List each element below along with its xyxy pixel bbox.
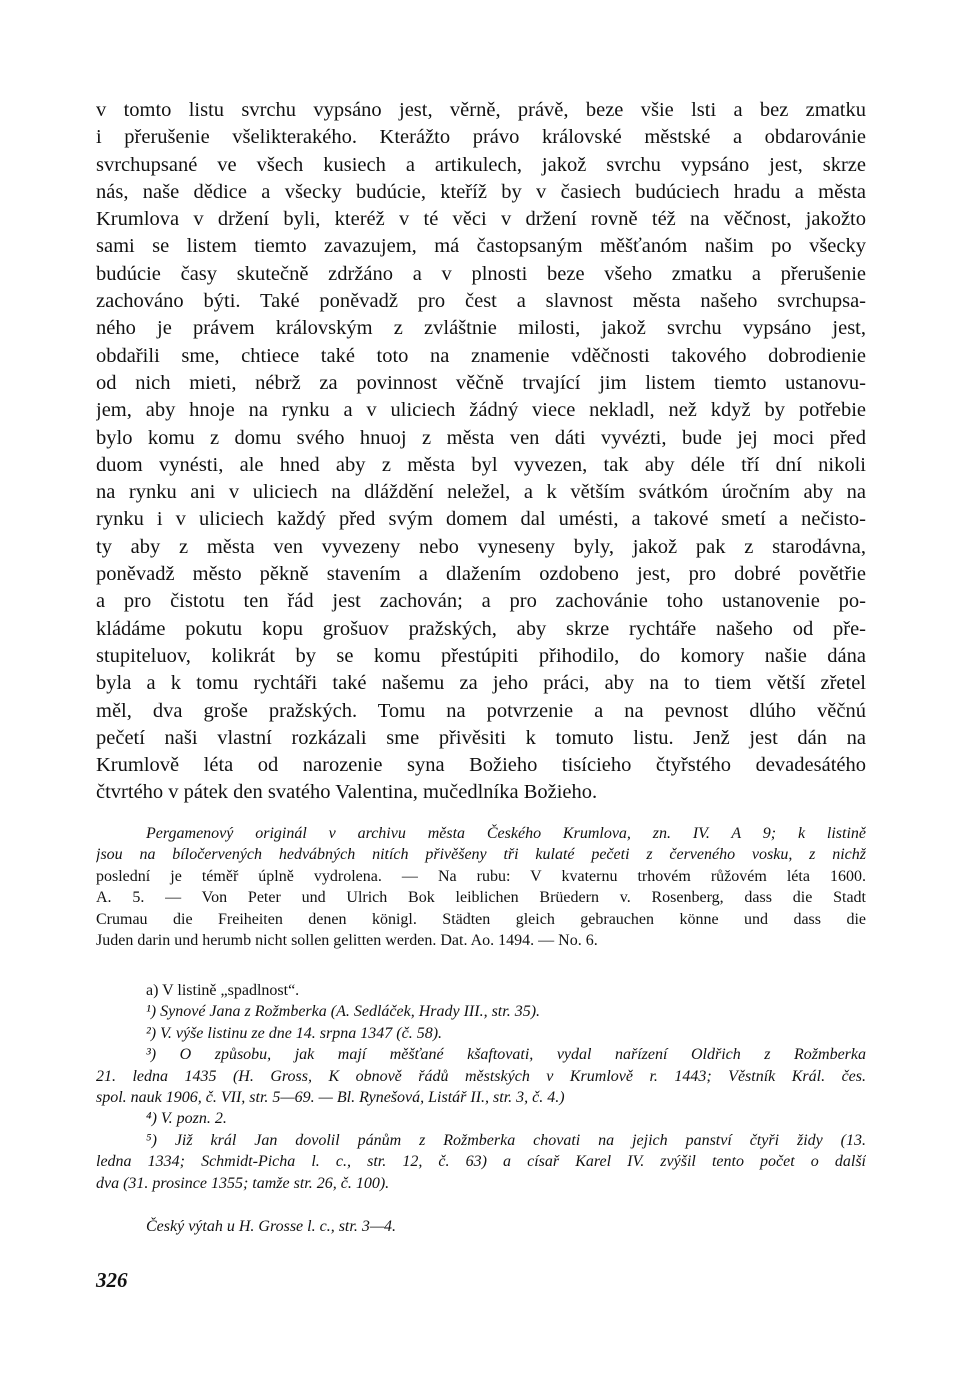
text-line: budúcie časy skutečně zdržáno a v plnosti beze všeho zmatku a přerušenie	[96, 262, 866, 285]
note-line: poslední je téměř úplně vydrolena. — Na rubu: V kvaternu trhovém růžovém léta 1600.	[96, 867, 866, 885]
text-line: na rynku ani v uliciech na dláždění neležel, a k větším svátkóm úročním aby na	[96, 481, 866, 504]
text-line: Krumlově léta od narozenie syna Božieho tisícieho čtyřstého devadesátého	[96, 754, 866, 777]
archival-note	[96, 823, 866, 951]
footnotes	[96, 980, 866, 1194]
footnote-continuation: 21. ledna 1435 (H. Gross, K obnově řádů městských v Krumlově r. 1443; Věstník Král. čes.	[96, 1067, 866, 1085]
footnote: ³) O způsobu, jak mají měšťané kšaftovati, vydal nařízení Oldřich z Rožmberka	[146, 1046, 866, 1064]
text-line: měl, dva groše pražských. Tomu na potvrzenie a na pevnost dlúho věčnú	[96, 699, 866, 722]
text-line: bylo komu z domu svého hnuoj z města ven dáti vyvézti, bude jej moci před	[96, 426, 866, 449]
footnote: ¹) Synové Jana z Rožmberka (A. Sedláček, Hrady III., str. 35).	[146, 1003, 541, 1021]
text-line: obdařili sme, chtiece také toto na znamenie vděčnosti takového dobrodienie	[96, 344, 866, 367]
main-text	[96, 97, 866, 807]
footnote: ⁴) V. pozn. 2.	[146, 1110, 227, 1128]
text-line: kládáme pokutu kopu grošuov pražských, aby skrze rychtáře našeho od pře-	[96, 617, 866, 640]
text-line: jem, aby hnoje na rynku a v uliciech žádný viece nekladl, než když by potřebie	[96, 399, 866, 422]
text-line: a pro čistotu ten řád jest zachován; a pro zachovánie toho ustanovenie po-	[96, 590, 866, 613]
note-line: A. 5. — Von Peter und Ulrich Bok leiblichen Brüedern v. Rosenberg, dass die Stadt	[96, 889, 866, 907]
text-line: stupiteluov, kolikrát by se komu přestúpiti přihodilo, do komory našie dána	[96, 644, 866, 667]
text-line: nás, naše dědice a všecky budúcie, kteříž by v časiech budúciech hradu a města	[96, 180, 866, 203]
text-line: svrchupsané ve všech kusiech a artikulech, jakož svrchu vypsáno jest, skrze	[96, 153, 866, 176]
text-line: sami se listem tiemto zavazujem, má častopsaným měšťanóm našim po všecky	[96, 235, 866, 258]
footnote: ⁵) Již král Jan dovolil pánům z Rožmberka chovati na jejich panství čtyři židy (13.	[146, 1131, 866, 1149]
footnote: a) V listině „spadlnost“.	[146, 982, 300, 999]
note-line: Crumau die Freiheiten denen königl. Städten gleich gebrauchen könne und dass die	[96, 910, 866, 928]
text-line: poněvadž město pěkně stavením a dlažením ozdobeno jest, pro dobré povětřie	[96, 563, 866, 586]
text-line: zachováno býti. Také poněvadž pro čest a slavnost města našeho svrchupsa-	[96, 290, 866, 313]
text-line: byla a k tomu rychtáři také našemu za jeho práci, aby na to tiem větší zřetel	[96, 672, 866, 695]
reference-line: Český výtah u H. Grosse l. c., str. 3—4.	[146, 1218, 397, 1235]
note-line: jsou na bíločervených hedvábných nitích přivěšeny tři kulaté pečeti z červeného vosku, z nichž	[96, 846, 866, 864]
text-line: v tomto listu svrchu vypsáno jest, věrně, právě, beze všie lsti a bez zmatku	[96, 99, 866, 121]
note-line: Juden darin und herumb nicht sollen gelitten werden. Dat. Ao. 1494. — No. 6.	[96, 931, 598, 949]
page-number: 326	[96, 1268, 128, 1292]
text-line: Krumlova v držení byli, kteréž v té věci v držení rovně též na věčnost, jakožto	[96, 208, 866, 231]
footnote-continuation: ledna 1334; Schmidt-Picha l. c., str. 12, č. 63) a císař Karel IV. zvýšil tento počet o další	[96, 1153, 866, 1171]
text-line: rynku i v uliciech každý před svým domem dal umésti, a takové smetí a nečisto-	[96, 508, 866, 531]
text-line: ty aby z města ven vyvezeny nebo vyneseny byly, jakož pak z starodávna,	[96, 535, 866, 558]
note-line: Pergamenový originál v archivu města Českého Krumlova, zn. IV. A 9; k listině	[146, 825, 866, 842]
footnote-continuation: dva (31. prosince 1355; tamže str. 26, č. 100).	[96, 1174, 390, 1192]
footnote: ²) V. výše listinu ze dne 14. srpna 1347 (č. 58).	[146, 1024, 443, 1042]
text-line: pečetí naši vlastní rozkázali sme přivěsiti k tomuto listu. Jenž jest dán na	[96, 726, 866, 749]
text-line: od nich mieti, nébrž za povinnost věčně trvající jim listem tiemto ustanovu-	[96, 371, 866, 394]
text-line: ného je právem královským z zvláštnie milosti, jakož svrchu vypsáno jest,	[96, 317, 866, 340]
text-line: čtvrtého v pátek den svatého Valentina, mučedlníka Božieho.	[96, 781, 598, 804]
footnote-continuation: spol. nauk 1906, č. VII, str. 5—69. — Bl. Rynešová, Listář II., str. 3, č. 4.)	[96, 1088, 565, 1106]
text-line: duom vynésti, ale hned aby z města byl vyvezen, tak aby déle tří dní nikoli	[96, 453, 866, 476]
text-line: i přerušenie všelikterakého. Kterážto právo královské městské a obdarovánie	[96, 126, 866, 149]
